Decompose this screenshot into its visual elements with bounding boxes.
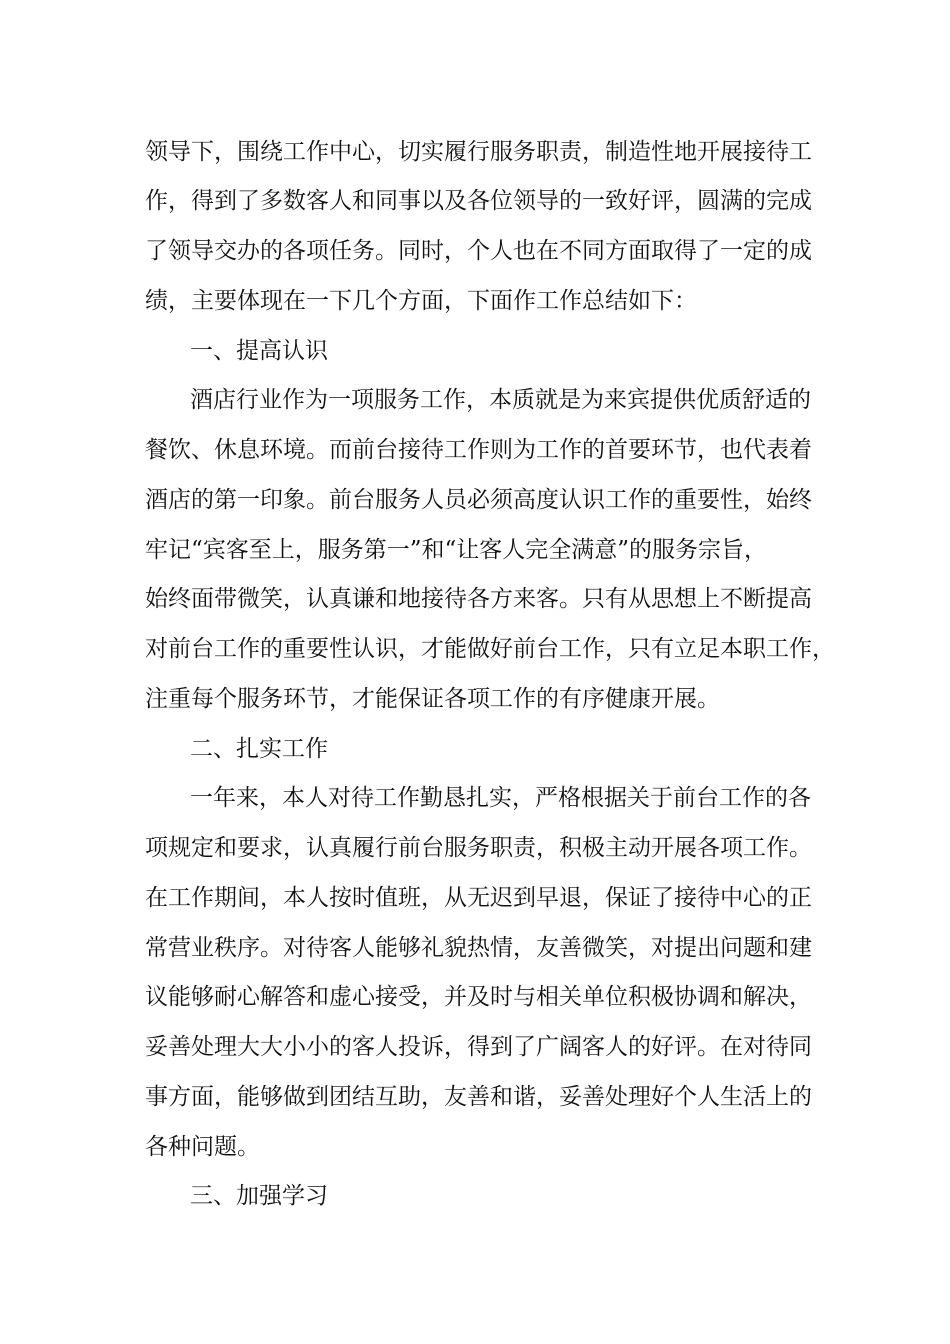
text-line: 对前台工作的重要性认识，才能做好前台工作，只有立足本职工作， xyxy=(145,636,835,662)
text-line: 了领导交办的各项任务。同时，个人也在不同方面取得了一定的成 xyxy=(145,238,812,264)
text-line: 牢记“宾客至上，服务第一”和“让客人完全满意”的服务宗旨， xyxy=(145,537,768,563)
section-heading: 一、提高认识 xyxy=(190,338,328,364)
text-line: 始终面带微笑，认真谦和地接待各方来客。只有从思想上不断提高 xyxy=(145,586,812,612)
text-line: 餐饮、休息环境。而前台接待工作则为工作的首要环节，也代表着 xyxy=(145,437,812,463)
text-line: 事方面，能够做到团结互助，友善和谐，妥善处理好个人生活上的 xyxy=(145,1084,812,1110)
text-line: 妥善处理大大小小的客人投诉，得到了广阔客人的好评。在对待同 xyxy=(145,1034,812,1060)
text-line: 领导下，围绕工作中心，切实履行服务职责，制造性地开展接待工 xyxy=(145,139,812,165)
section-heading: 三、加强学习 xyxy=(190,1183,328,1209)
text-line: 在工作期间，本人按时值班，从无迟到早退，保证了接待中心的正 xyxy=(145,885,812,911)
text-line: 议能够耐心解答和虚心接受，并及时与相关单位积极协调和解决， xyxy=(145,984,812,1010)
text-line: 酒店行业作为一项服务工作，本质就是为来宾提供优质舒适的 xyxy=(190,387,811,413)
section-heading: 二、扎实工作 xyxy=(190,736,328,762)
text-line: 项规定和要求，认真履行前台服务职责，积极主动开展各项工作。 xyxy=(145,835,812,861)
text-line: 酒店的第一印象。前台服务人员必须高度认识工作的重要性，始终 xyxy=(145,487,812,513)
text-line: 绩，主要体现在一下几个方面，下面作工作总结如下： xyxy=(145,288,697,314)
text-line: 各种问题。 xyxy=(145,1134,260,1160)
text-line: 注重每个服务环节，才能保证各项工作的有序健康开展。 xyxy=(145,686,720,712)
text-line: 作，得到了多数客人和同事以及各位领导的一致好评，圆满的完成 xyxy=(145,188,812,214)
text-line: 一年来，本人对待工作勤恳扎实，严格根据关于前台工作的各 xyxy=(190,785,811,811)
text-line: 常营业秩序。对待客人能够礼貌热情，友善微笑，对提出问题和建 xyxy=(145,935,812,961)
